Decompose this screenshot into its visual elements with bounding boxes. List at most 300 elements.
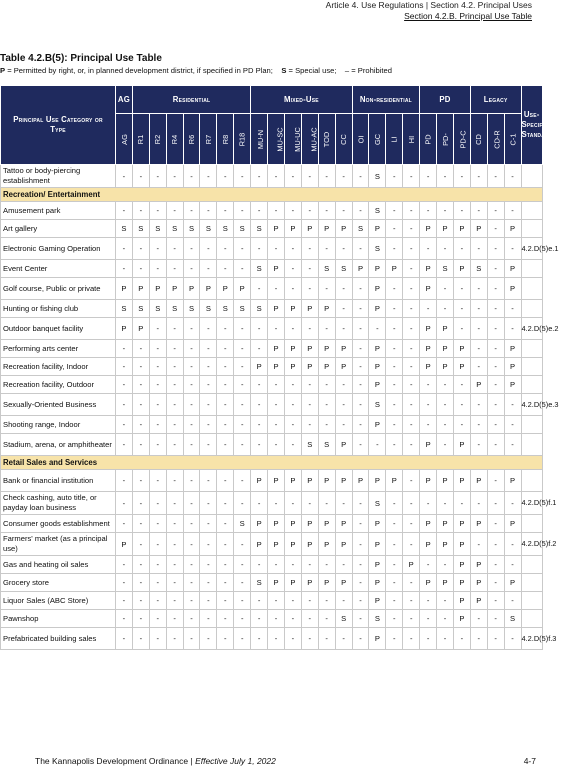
article-title: Article 4. Use Regulations: [325, 0, 424, 10]
permission-cell: P: [470, 220, 487, 238]
permission-cell: S: [149, 300, 166, 318]
use-name: Pawnshop: [1, 610, 116, 628]
permission-cell: -: [166, 515, 183, 533]
permission-cell: P: [335, 358, 352, 376]
permission-cell: -: [166, 574, 183, 592]
permission-cell: -: [318, 278, 335, 300]
permission-cell: P: [301, 515, 318, 533]
permission-cell: -: [369, 318, 386, 340]
permission-cell: -: [251, 610, 268, 628]
category-header: Principal Use Category or Type: [1, 86, 116, 165]
permission-cell: -: [217, 592, 234, 610]
permission-cell: -: [335, 492, 352, 515]
category-label: Retail Sales and Services: [1, 456, 543, 470]
district-code-label: MU-AC: [309, 126, 319, 152]
district-code-header: [403, 114, 420, 165]
permission-cell: P: [284, 358, 301, 376]
principal-use-table: [0, 85, 559, 650]
standards-header: Use-Specific Standards: [521, 86, 542, 165]
permission-cell: -: [403, 628, 420, 650]
permission-cell: -: [166, 165, 183, 188]
district-code-header: [200, 114, 217, 165]
permission-cell: -: [487, 574, 504, 592]
permission-cell: P: [504, 358, 521, 376]
permission-cell: P: [268, 574, 285, 592]
permission-cell: -: [132, 416, 149, 434]
permission-cell: -: [403, 592, 420, 610]
permission-cell: -: [217, 628, 234, 650]
permission-cell: -: [352, 556, 369, 574]
permission-cell: -: [487, 394, 504, 416]
permission-cell: P: [386, 260, 403, 278]
permission-cell: -: [487, 260, 504, 278]
permission-cell: -: [470, 238, 487, 260]
permission-cell: -: [453, 238, 470, 260]
permission-cell: -: [116, 556, 133, 574]
permission-cell: -: [284, 260, 301, 278]
section-title: Section 4.2. Principal Uses: [430, 0, 532, 10]
district-code-header: [116, 114, 133, 165]
permission-cell: -: [335, 278, 352, 300]
group-header: Non-residential: [352, 86, 420, 114]
district-code-header: [504, 114, 521, 165]
permission-cell: -: [183, 260, 200, 278]
permission-cell: S: [183, 220, 200, 238]
permission-cell: -: [301, 556, 318, 574]
permission-cell: S: [369, 492, 386, 515]
use-specific-standard: [521, 470, 542, 492]
permission-cell: -: [487, 592, 504, 610]
permission-cell: -: [504, 202, 521, 220]
permission-cell: -: [386, 165, 403, 188]
permission-cell: -: [403, 238, 420, 260]
permission-cell: S: [149, 220, 166, 238]
district-code-label: C-1: [508, 133, 518, 145]
group-header: AG: [116, 86, 133, 114]
permission-cell: -: [132, 556, 149, 574]
permission-cell: P: [504, 515, 521, 533]
permission-cell: -: [403, 394, 420, 416]
permission-cell: -: [132, 533, 149, 556]
permission-cell: -: [149, 492, 166, 515]
permission-cell: -: [234, 238, 251, 260]
permission-cell: -: [487, 533, 504, 556]
permission-cell: P: [301, 470, 318, 492]
table-row: [1, 340, 543, 358]
use-specific-standard: [521, 220, 542, 238]
permission-cell: -: [420, 628, 437, 650]
permission-cell: -: [504, 318, 521, 340]
permission-cell: -: [470, 533, 487, 556]
permission-cell: -: [234, 470, 251, 492]
permission-cell: -: [352, 628, 369, 650]
use-name: Art gallery: [1, 220, 116, 238]
permission-cell: -: [504, 238, 521, 260]
table-row: [1, 220, 543, 238]
permission-cell: -: [352, 515, 369, 533]
permission-cell: P: [470, 574, 487, 592]
permission-cell: P: [369, 260, 386, 278]
permission-cell: -: [335, 238, 352, 260]
permission-cell: -: [318, 202, 335, 220]
district-code-header: [166, 114, 183, 165]
permission-cell: -: [301, 238, 318, 260]
permission-cell: -: [386, 202, 403, 220]
permission-cell: -: [183, 165, 200, 188]
permission-cell: -: [301, 202, 318, 220]
permission-cell: -: [132, 394, 149, 416]
permission-cell: -: [318, 610, 335, 628]
permission-cell: -: [149, 592, 166, 610]
permission-cell: -: [487, 340, 504, 358]
table-row: [1, 376, 543, 394]
permission-cell: -: [470, 610, 487, 628]
use-name: Performing arts center: [1, 340, 116, 358]
permission-cell: -: [284, 165, 301, 188]
district-code-label: TOD: [322, 131, 332, 147]
district-code-label: CD-R: [492, 129, 502, 149]
permission-cell: -: [487, 220, 504, 238]
permission-cell: -: [251, 394, 268, 416]
use-name: Bank or financial institution: [1, 470, 116, 492]
permission-cell: S: [234, 515, 251, 533]
table-row: [1, 278, 543, 300]
district-code-label: MU-N: [256, 129, 266, 149]
district-code-header: [132, 114, 149, 165]
permission-cell: -: [335, 592, 352, 610]
permission-cell: -: [234, 318, 251, 340]
permission-cell: -: [403, 260, 420, 278]
permission-cell: -: [318, 394, 335, 416]
permission-cell: P: [116, 533, 133, 556]
use-specific-standard: [521, 165, 542, 188]
permission-cell: P: [504, 340, 521, 358]
permission-cell: -: [453, 318, 470, 340]
permission-cell: -: [301, 610, 318, 628]
use-name: Grocery store: [1, 574, 116, 592]
permission-cell: -: [132, 260, 149, 278]
table-row: [1, 515, 543, 533]
use-specific-standard: [521, 416, 542, 434]
district-code-header: [284, 114, 301, 165]
permission-cell: -: [183, 238, 200, 260]
permission-cell: P: [251, 358, 268, 376]
permission-cell: P: [420, 358, 437, 376]
table-row: [1, 260, 543, 278]
use-name: Outdoor banquet facility: [1, 318, 116, 340]
permission-cell: -: [352, 492, 369, 515]
permission-cell: -: [116, 574, 133, 592]
permission-cell: P: [369, 592, 386, 610]
page-footer: [35, 756, 276, 766]
permission-cell: P: [369, 300, 386, 318]
table-row: [1, 416, 543, 434]
use-specific-standard: 4.2.D(5)f.3: [521, 628, 542, 650]
permission-cell: -: [437, 165, 454, 188]
permission-cell: P: [369, 416, 386, 434]
permission-cell: -: [420, 556, 437, 574]
permission-cell: P: [318, 515, 335, 533]
permission-cell: P: [369, 574, 386, 592]
permission-cell: P: [453, 533, 470, 556]
permission-cell: -: [116, 260, 133, 278]
permission-cell: P: [437, 574, 454, 592]
permission-cell: S: [335, 260, 352, 278]
permission-cell: -: [217, 492, 234, 515]
district-code-header: [183, 114, 200, 165]
permission-cell: S: [369, 238, 386, 260]
permission-cell: -: [437, 394, 454, 416]
table-row: [1, 434, 543, 456]
district-code-header: [386, 114, 403, 165]
permission-cell: -: [166, 416, 183, 434]
permission-cell: P: [132, 318, 149, 340]
permission-cell: -: [149, 434, 166, 456]
use-specific-standard: [521, 358, 542, 376]
permission-cell: -: [470, 358, 487, 376]
permission-cell: P: [453, 592, 470, 610]
permission-cell: S: [369, 202, 386, 220]
permission-cell: -: [116, 610, 133, 628]
permission-cell: -: [420, 300, 437, 318]
table-row: [1, 492, 543, 515]
permission-cell: -: [132, 434, 149, 456]
permission-cell: P: [268, 220, 285, 238]
permission-cell: -: [234, 165, 251, 188]
permission-cell: P: [217, 278, 234, 300]
use-specific-standard: 4.2.D(5)e.2: [521, 318, 542, 340]
table-row: [1, 556, 543, 574]
permission-cell: -: [318, 318, 335, 340]
permission-cell: -: [200, 556, 217, 574]
permission-cell: -: [437, 376, 454, 394]
permission-cell: P: [301, 574, 318, 592]
permission-cell: P: [251, 515, 268, 533]
permission-cell: -: [403, 318, 420, 340]
permission-cell: -: [166, 533, 183, 556]
permission-cell: S: [251, 220, 268, 238]
permission-cell: -: [453, 202, 470, 220]
permission-cell: P: [369, 278, 386, 300]
permission-cell: -: [335, 318, 352, 340]
permission-cell: P: [420, 318, 437, 340]
use-specific-standard: [521, 340, 542, 358]
permission-cell: -: [284, 238, 301, 260]
permission-cell: -: [386, 610, 403, 628]
use-specific-standard: [521, 434, 542, 456]
permission-cell: -: [403, 300, 420, 318]
permission-cell: -: [234, 492, 251, 515]
permission-cell: -: [166, 592, 183, 610]
use-name: Event Center: [1, 260, 116, 278]
permission-cell: P: [369, 220, 386, 238]
permission-cell: -: [149, 574, 166, 592]
permission-cell: -: [470, 492, 487, 515]
permission-cell: -: [268, 318, 285, 340]
district-code-label: MU-SC: [275, 126, 285, 152]
permission-cell: -: [149, 394, 166, 416]
permission-cell: S: [437, 260, 454, 278]
permission-cell: -: [149, 470, 166, 492]
permission-cell: P: [437, 358, 454, 376]
permission-cell: -: [335, 556, 352, 574]
permission-cell: P: [437, 220, 454, 238]
permission-cell: P: [284, 340, 301, 358]
permission-cell: -: [352, 202, 369, 220]
permission-cell: P: [453, 556, 470, 574]
permission-cell: -: [132, 340, 149, 358]
permission-cell: -: [149, 260, 166, 278]
district-code-header: [437, 114, 454, 165]
legend-s-text: = Special use;: [286, 66, 337, 75]
permission-cell: -: [487, 376, 504, 394]
use-specific-standard: [521, 592, 542, 610]
permission-cell: P: [453, 220, 470, 238]
permission-cell: -: [116, 340, 133, 358]
permission-cell: -: [200, 376, 217, 394]
permission-cell: -: [132, 470, 149, 492]
header-separator: |: [425, 0, 429, 10]
district-code-label: HI: [406, 135, 416, 143]
permission-cell: -: [403, 574, 420, 592]
permission-cell: -: [116, 470, 133, 492]
permission-cell: -: [335, 300, 352, 318]
permission-cell: -: [166, 376, 183, 394]
permission-cell: -: [470, 300, 487, 318]
page-number: 4-7: [523, 756, 536, 766]
permission-cell: -: [504, 592, 521, 610]
permission-cell: -: [403, 610, 420, 628]
permission-cell: -: [352, 300, 369, 318]
permission-cell: -: [504, 434, 521, 456]
permission-cell: -: [487, 318, 504, 340]
use-specific-standard: 4.2.D(5)e.3: [521, 394, 542, 416]
permission-cell: -: [234, 376, 251, 394]
permission-cell: -: [335, 202, 352, 220]
permission-cell: -: [386, 556, 403, 574]
permission-cell: -: [437, 592, 454, 610]
use-specific-standard: [521, 278, 542, 300]
permission-cell: S: [217, 300, 234, 318]
permission-cell: -: [149, 556, 166, 574]
permission-cell: -: [352, 238, 369, 260]
permission-cell: -: [183, 592, 200, 610]
permission-cell: -: [284, 376, 301, 394]
district-code-label: AG: [119, 133, 129, 145]
permission-cell: -: [437, 416, 454, 434]
district-code-label: CC: [339, 133, 349, 145]
permission-cell: -: [183, 358, 200, 376]
permission-cell: -: [301, 592, 318, 610]
permission-cell: -: [453, 300, 470, 318]
permission-cell: -: [318, 592, 335, 610]
permission-cell: -: [268, 238, 285, 260]
permission-cell: P: [284, 574, 301, 592]
permission-cell: -: [504, 165, 521, 188]
permission-cell: -: [200, 165, 217, 188]
permission-cell: P: [420, 278, 437, 300]
permission-cell: P: [504, 470, 521, 492]
table-row: [1, 165, 543, 188]
permission-cell: -: [251, 592, 268, 610]
permission-cell: -: [217, 533, 234, 556]
permission-cell: -: [116, 165, 133, 188]
permission-cell: -: [487, 416, 504, 434]
permission-cell: P: [268, 260, 285, 278]
permission-cell: -: [284, 610, 301, 628]
legend-p-key: P: [0, 66, 6, 75]
district-code-label: R1: [136, 134, 146, 144]
permission-cell: -: [132, 238, 149, 260]
permission-cell: P: [453, 340, 470, 358]
permission-cell: -: [284, 592, 301, 610]
permission-cell: P: [183, 278, 200, 300]
permission-cell: -: [268, 278, 285, 300]
permission-cell: -: [352, 416, 369, 434]
permission-cell: -: [352, 574, 369, 592]
group-header: Legacy: [470, 86, 521, 114]
permission-cell: P: [318, 220, 335, 238]
permission-cell: S: [217, 220, 234, 238]
permission-cell: -: [116, 434, 133, 456]
permission-cell: P: [268, 533, 285, 556]
permission-cell: -: [166, 318, 183, 340]
permission-cell: -: [183, 470, 200, 492]
permission-cell: -: [200, 202, 217, 220]
permission-cell: -: [234, 202, 251, 220]
permission-cell: -: [234, 416, 251, 434]
permission-cell: -: [403, 515, 420, 533]
permission-cell: -: [335, 394, 352, 416]
district-code-header: [453, 114, 470, 165]
permission-cell: -: [420, 238, 437, 260]
table-row: [1, 533, 543, 556]
permission-cell: -: [234, 358, 251, 376]
permission-cell: P: [504, 278, 521, 300]
table-row: [1, 300, 543, 318]
permission-cell: S: [369, 165, 386, 188]
permission-cell: P: [369, 376, 386, 394]
permission-cell: -: [251, 628, 268, 650]
permission-cell: P: [335, 470, 352, 492]
permission-cell: -: [470, 340, 487, 358]
district-code-label: R6: [187, 134, 197, 144]
permission-cell: -: [487, 300, 504, 318]
permission-cell: P: [116, 278, 133, 300]
permission-cell: -: [251, 165, 268, 188]
permission-cell: S: [200, 300, 217, 318]
permission-cell: -: [386, 318, 403, 340]
permission-cell: P: [437, 318, 454, 340]
permission-cell: -: [487, 515, 504, 533]
permission-cell: -: [268, 628, 285, 650]
permission-cell: -: [234, 434, 251, 456]
permission-cell: -: [470, 202, 487, 220]
permission-cell: -: [234, 574, 251, 592]
district-code-label: R2: [153, 134, 163, 144]
permission-cell: S: [200, 220, 217, 238]
permission-cell: P: [453, 610, 470, 628]
permission-cell: P: [284, 300, 301, 318]
permission-cell: -: [149, 202, 166, 220]
permission-cell: P: [352, 470, 369, 492]
permission-cell: -: [470, 434, 487, 456]
permission-cell: S: [301, 434, 318, 456]
permission-cell: P: [420, 470, 437, 492]
permission-cell: -: [251, 416, 268, 434]
table-row: [1, 610, 543, 628]
permission-cell: -: [318, 238, 335, 260]
